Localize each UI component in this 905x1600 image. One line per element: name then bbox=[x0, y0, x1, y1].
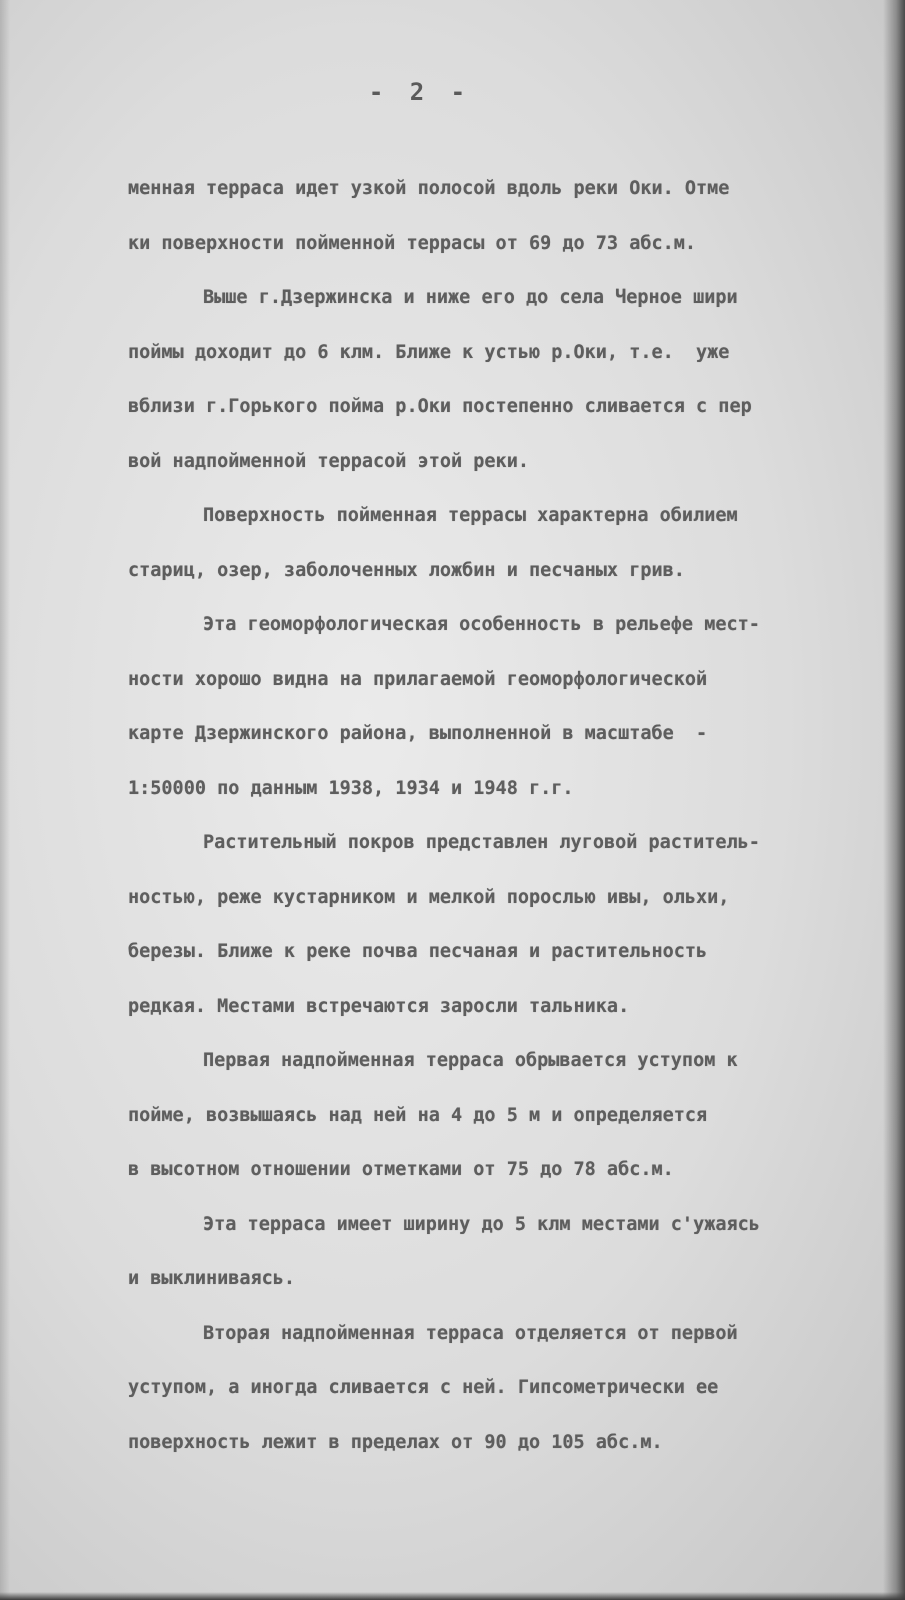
text-line: вой надпойменной террасой этой реки. bbox=[128, 450, 529, 472]
text-line: Вторая надпойменная терраса отделяется от первой bbox=[203, 1322, 738, 1344]
text-line: стариц, озер, заболоченных ложбин и песчаных грив. bbox=[128, 559, 685, 581]
text-line: ки поверхности пойменной террасы от 69 до 73 абс.м. bbox=[128, 232, 697, 254]
page-number: - 2 - bbox=[368, 78, 472, 106]
text-line: поверхность лежит в пределах от 90 до 105 абс.м. bbox=[128, 1431, 663, 1453]
text-line: редкая. Местами встречаются заросли тальника. bbox=[128, 995, 630, 1017]
text-line: поймы доходит до 6 клм. Ближе к устью р.Оки, т.е. уже bbox=[128, 341, 730, 363]
text-line: в высотном отношении отметками от 75 до 78 абс.м. bbox=[128, 1159, 674, 1180]
text-line: ностью, реже кустарником и мелкой порослью ивы, ольхи, bbox=[128, 886, 730, 908]
text-line: березы. Ближе к реке почва песчаная и растительность bbox=[128, 941, 708, 962]
text-line: 1:50000 по данным 1938, 1934 и 1948 г.г. bbox=[128, 777, 574, 799]
text-line: вблизи г.Горького пойма р.Оки постепенно сливается с пер bbox=[128, 396, 752, 417]
text-line: менная терраса идет узкой полосой вдоль реки Оки. Отме bbox=[128, 178, 730, 199]
text-line: Эта терраса имеет ширину до 5 клм местами с'ужаясь bbox=[203, 1213, 760, 1235]
text-line: и выклиниваясь. bbox=[128, 1268, 296, 1289]
text-line: Эта геоморфологическая особенность в рельефе мест- bbox=[203, 614, 760, 635]
text-line: пойме, возвышаясь над ней на 4 до 5 м и определяется bbox=[128, 1104, 708, 1126]
typewritten-body bbox=[128, 162, 888, 1453]
text-line: Поверхность пойменная террасы характерна обилием bbox=[203, 505, 738, 526]
text-line: Выше г.Дзержинска и ниже его до села Черное шири bbox=[203, 287, 738, 308]
text-line: ности хорошо видна на прилагаемой геоморфологической bbox=[128, 668, 708, 690]
text-line: карте Дзержинского района, выполненной в масштабе - bbox=[128, 723, 708, 744]
page-bottom-shadow bbox=[0, 1592, 905, 1600]
text-line: уступом, а иногда сливается с ней. Гипсометрически ее bbox=[128, 1377, 719, 1398]
text-line: Первая надпойменная терраса обрывается уступом к bbox=[203, 1050, 738, 1071]
page-left-shadow bbox=[0, 0, 10, 1600]
text-line: Растительный покров представлен луговой раститель- bbox=[203, 832, 760, 853]
